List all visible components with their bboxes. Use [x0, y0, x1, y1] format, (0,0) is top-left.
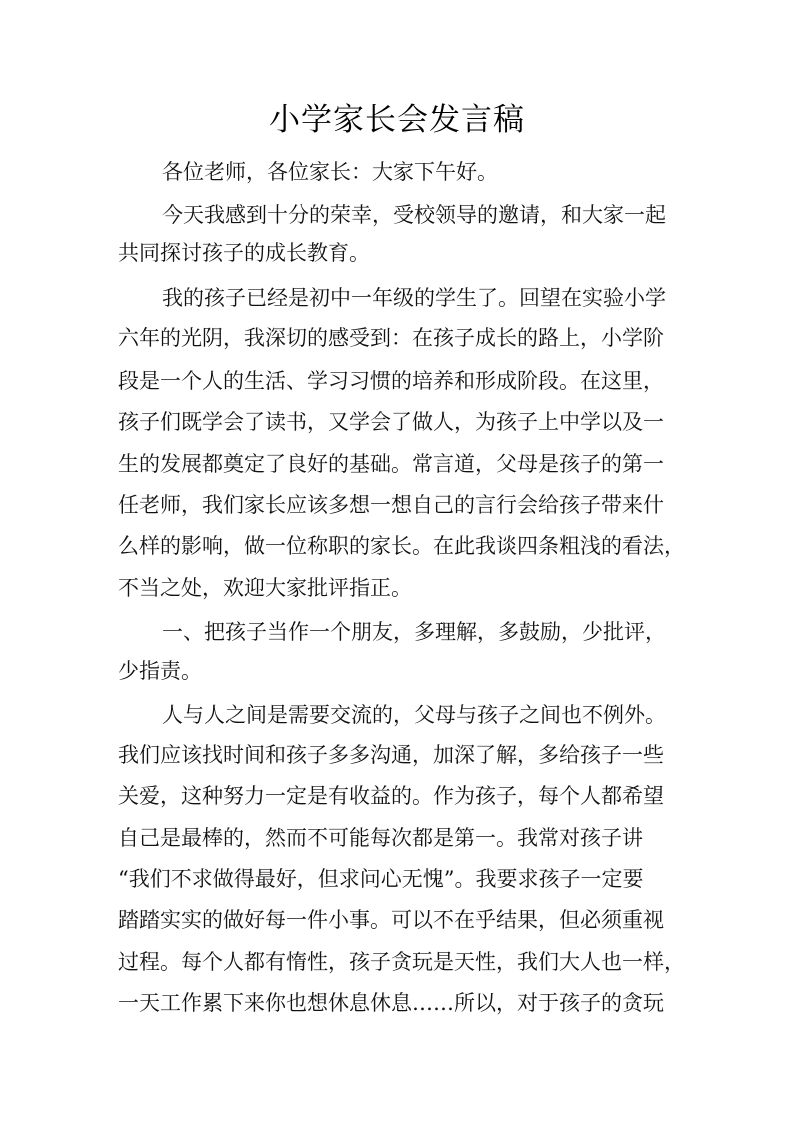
section-heading: 一、把孩子当作一个朋友，多理解，多鼓励，少批评，: [162, 620, 666, 644]
text-line: 任老师，我们家长应该多想一想自己的言行会给孩子带来什: [118, 493, 664, 517]
text-line: 人与人之间是需要交流的，父母与孩子之间也不例外。: [162, 703, 666, 727]
paragraph-greeting: 各位老师，各位家长：大家下午好。: [162, 160, 498, 184]
text-line: 今天我感到十分的荣幸，受校领导的邀请，和大家一起: [162, 203, 666, 227]
text-line: 踏踏实实的做好每一件小事。可以不在乎结果，但必须重视: [118, 908, 664, 932]
text-line: 自己是最棒的，然而不可能每次都是第一。我常对孩子讲: [118, 826, 643, 850]
text-line: “我们不求做得最好，但求问心无愧”。我要求孩子一定要: [118, 867, 644, 891]
document-title: 小学家长会发言稿: [269, 102, 525, 138]
text-line: 共同探讨孩子的成长教育。: [118, 241, 370, 265]
text-line: 不当之处，欢迎大家批评指正。: [118, 576, 412, 600]
text-line: 六年的光阴，我深切的感受到：在孩子成长的路上，小学阶: [118, 326, 664, 350]
text-line: 生的发展都奠定了良好的基础。常言道，父母是孩子的第一: [118, 452, 664, 476]
text-line: 孩子们既学会了读书，又学会了做人，为孩子上中学以及一: [118, 410, 664, 434]
text-line: 一天工作累下来你也想休息休息……所以，对于孩子的贪玩: [118, 991, 664, 1015]
text-line: 么样的影响，做一位称职的家长。在此我谈四条粗浅的看法，: [118, 534, 685, 558]
text-line: 过程。每个人都有惰性，孩子贪玩是天性，我们大人也一样，: [118, 950, 685, 974]
section-heading-continued: 少指责。: [118, 659, 202, 683]
text-line: 我的孩子已经是初中一年级的学生了。回望在实验小学: [162, 286, 666, 310]
text-line: 我们应该找时间和孩子多多沟通，加深了解，多给孩子一些: [118, 743, 664, 767]
text-line: 段是一个人的生活、学习习惯的培养和形成阶段。在这里，: [118, 369, 664, 393]
text-line: 关爱，这种努力一定是有收益的。作为孩子，每个人都希望: [118, 784, 664, 808]
